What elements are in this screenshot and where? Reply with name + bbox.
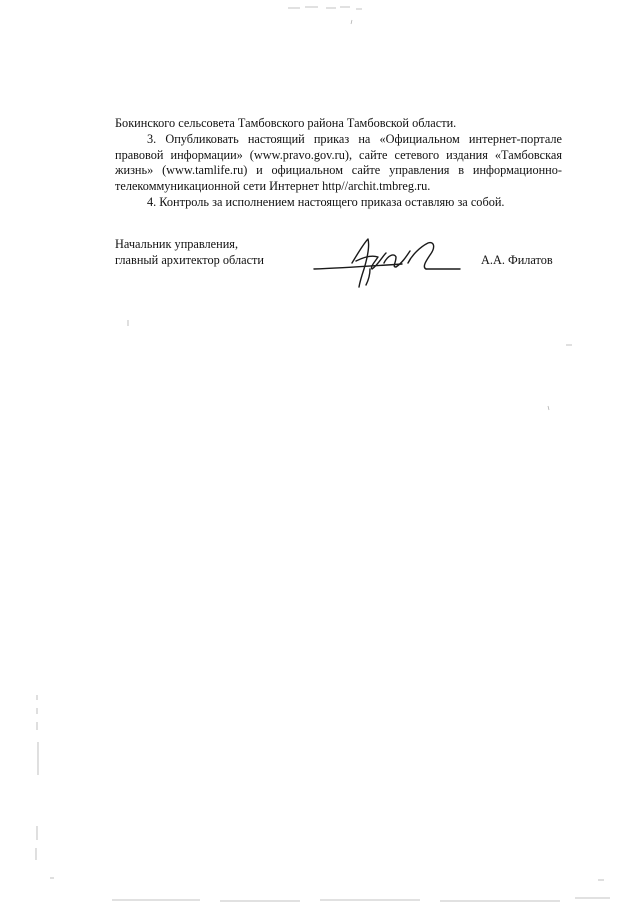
paragraph-item-4: 4. Контроль за исполнением настоящего приказа оставляю за собой. — [147, 194, 505, 209]
paragraph-continuation: Бокинского сельсовета Тамбовского района Тамбовской области. — [115, 116, 457, 130]
signer-position-line2: главный архитектор области — [115, 252, 264, 267]
signer-position-line1: Начальник управления, — [115, 237, 239, 251]
signer-position — [115, 237, 264, 269]
document-body — [115, 116, 562, 211]
paragraph-item-3: 3. Опубликовать настоящий приказ на «Официальном интернет-портале правовой информации» (www.pravo.gov.ru), сайте сетевого издания «Тамбовская жизнь» (www.tamlife.ru) и официальном сайте управления в информационно-телекоммуникационной сети Интернет http//archit.tmbreg.ru. — [115, 131, 562, 194]
handwritten-signature — [312, 233, 462, 291]
signer-name: А.А. Филатов — [481, 253, 553, 267]
